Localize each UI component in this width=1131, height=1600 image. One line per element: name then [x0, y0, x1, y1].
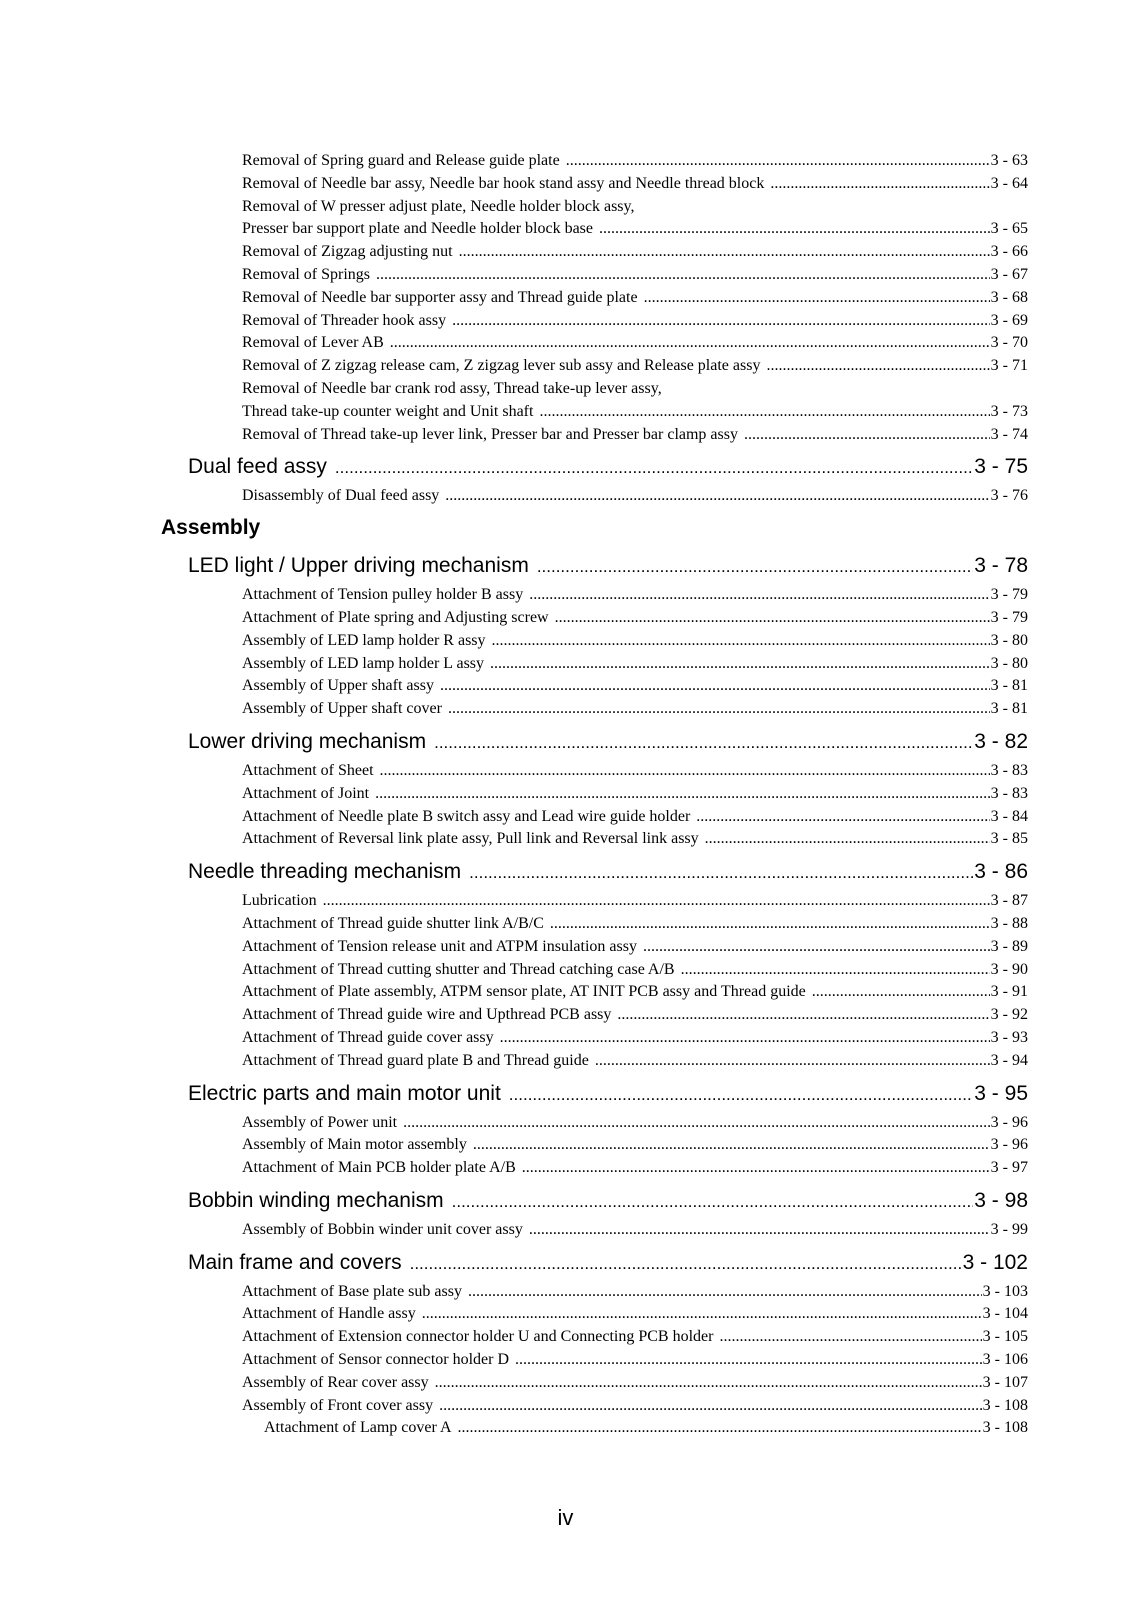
toc-entry-page: 3 - 85: [990, 830, 1028, 848]
dot-leader: [705, 828, 990, 851]
toc-entry-page: 3 - 92: [990, 1006, 1028, 1024]
toc-entry-page: 3 - 78: [974, 554, 1028, 578]
dot-leader: [422, 1303, 982, 1326]
dot-leader: [434, 725, 973, 761]
toc-entry[interactable]: [242, 332, 1028, 355]
toc-entry-title: Assembly: [161, 516, 261, 540]
toc-entry-page: 3 - 83: [990, 761, 1028, 779]
toc-entry[interactable]: [242, 485, 1028, 508]
toc-entry-page: 3 - 99: [990, 1220, 1028, 1238]
toc-entry-title: Attachment of Thread guide shutter link A/B/C: [242, 914, 544, 932]
toc-entry[interactable]: [242, 890, 1028, 913]
toc-entry[interactable]: [242, 310, 1028, 333]
toc-entry-title: Attachment of Tension release unit and ATPM insulation assy: [242, 937, 637, 955]
toc-entry-title: Attachment of Joint: [242, 784, 370, 802]
toc-entry-title: Attachment of Plate spring and Adjusting screw: [242, 608, 549, 626]
toc-entry-title: Thread take-up counter weight and Unit shaft: [242, 402, 534, 420]
toc-entry-title: Assembly of LED lamp holder R assy: [242, 631, 486, 649]
dot-leader: [323, 890, 990, 913]
toc-entry[interactable]: [242, 1349, 1028, 1372]
dot-leader: [550, 913, 990, 936]
toc-entry-title: Bobbin winding mechanism: [188, 1188, 444, 1212]
toc-section-entry[interactable]: [188, 449, 1028, 485]
toc-entry[interactable]: [242, 424, 1028, 447]
toc-entry-page: 3 - 69: [990, 311, 1028, 329]
toc-entry[interactable]: [242, 1219, 1028, 1242]
dot-leader: [681, 959, 990, 982]
dot-leader: [617, 1004, 989, 1027]
toc-section-entry[interactable]: [188, 1245, 1028, 1281]
toc-entry[interactable]: [242, 1281, 1028, 1304]
toc-entry-title: Attachment of Main PCB holder plate A/B: [242, 1159, 516, 1177]
dot-leader: [599, 218, 990, 241]
toc-entry-page: 3 - 90: [990, 960, 1028, 978]
toc-entry-page: 3 - 80: [990, 631, 1028, 649]
dot-leader: [555, 607, 990, 630]
toc-entry-title: Removal of Needle bar crank rod assy, Thread take-up lever assy,: [242, 379, 662, 397]
toc-entry[interactable]: [242, 760, 1028, 783]
dot-leader: [509, 1077, 974, 1113]
toc-entry-title: Disassembly of Dual feed assy: [242, 487, 440, 505]
toc-entry[interactable]: [242, 1157, 1028, 1180]
toc-entry[interactable]: [242, 630, 1028, 653]
toc-entry[interactable]: [242, 1395, 1028, 1418]
toc-entry-title: Assembly of Rear cover assy: [242, 1373, 429, 1391]
toc-entry[interactable]: [242, 1326, 1028, 1349]
toc-entry-title: Attachment of Needle plate B switch assy and Lead wire guide holder: [242, 807, 691, 825]
toc-entry-title: Attachment of Plate assembly, ATPM sensor plate, AT INIT PCB assy and Thread guide: [242, 983, 806, 1001]
toc-entry-title: Assembly of Front cover assy: [242, 1396, 434, 1414]
toc-entry[interactable]: [242, 959, 1028, 982]
toc-entry-page: 3 - 76: [990, 487, 1028, 505]
toc-entry-title: Removal of Spring guard and Release guide plate: [242, 152, 560, 169]
toc-entry-page: 3 - 108: [982, 1396, 1028, 1414]
dot-leader: [376, 264, 990, 287]
toc-entry-title: Removal of Needle bar supporter assy and Thread guide plate: [242, 288, 638, 306]
toc-entry-title: Attachment of Thread guide wire and Upthread PCB assy: [242, 1006, 612, 1024]
toc-entry-page: 3 - 98: [974, 1188, 1028, 1212]
toc-entry[interactable]: [242, 981, 1028, 1004]
toc-entry-title: Needle threading mechanism: [188, 860, 462, 884]
dot-leader: [435, 1372, 982, 1395]
toc-entry-title: Assembly of Main motor assembly: [242, 1136, 467, 1154]
dot-leader: [515, 1349, 982, 1372]
toc-entry[interactable]: [242, 287, 1028, 310]
toc-entry-page: 3 - 68: [990, 288, 1028, 306]
toc-entry-title: Attachment of Sheet: [242, 761, 374, 779]
toc-entry-page: 3 - 102: [962, 1250, 1028, 1274]
dot-leader: [539, 401, 989, 424]
toc-entry-page: 3 - 108: [982, 1419, 1028, 1437]
toc-entry-page: 3 - 106: [982, 1351, 1028, 1369]
toc-entry-title: Attachment of Reversal link plate assy, Pull link and Reversal link assy: [242, 830, 699, 848]
dot-leader: [380, 760, 990, 783]
toc-entry-page: 3 - 88: [990, 914, 1028, 932]
dot-leader: [468, 1281, 982, 1304]
toc-entry-title: Assembly of Bobbin winder unit cover assy: [242, 1220, 523, 1238]
dot-leader: [473, 1134, 990, 1157]
toc-entry-page: 3 - 87: [990, 892, 1028, 910]
toc-entry-title: LED light / Upper driving mechanism: [188, 554, 529, 578]
toc-entry-page: 3 - 75: [974, 455, 1028, 479]
toc-entry-title: Removal of Threader hook assy: [242, 311, 447, 329]
dot-leader: [529, 584, 989, 607]
toc-entry-title: Attachment of Sensor connector holder D: [242, 1351, 510, 1369]
dot-leader: [766, 355, 989, 378]
toc-entry-title: Lubrication: [242, 892, 317, 910]
dot-leader: [439, 1395, 982, 1418]
toc-entry: [242, 196, 1131, 219]
toc-entry-title: Attachment of Handle assy: [242, 1305, 416, 1323]
dot-leader: [770, 173, 989, 196]
toc-entry-title: Attachment of Base plate sub assy: [242, 1282, 462, 1300]
toc-entry-title: Removal of Z zigzag release cam, Z zigzag lever sub assy and Release plate assy: [242, 357, 761, 375]
toc-entry-page: 3 - 89: [990, 937, 1028, 955]
toc-entry[interactable]: [242, 401, 1028, 424]
toc-entry-page: 3 - 63: [990, 152, 1028, 169]
toc-entry-title: Lower driving mechanism: [188, 729, 427, 753]
toc-entry-title: Attachment of Lamp cover A: [264, 1419, 452, 1437]
toc-entry-page: 3 - 86: [974, 860, 1028, 884]
dot-leader: [644, 287, 990, 310]
toc-entry[interactable]: [242, 675, 1028, 698]
toc-entry-page: 3 - 70: [990, 334, 1028, 352]
dot-leader: [458, 1417, 982, 1440]
toc-entry-page: 3 - 83: [990, 784, 1028, 802]
toc-entry-page: 3 - 71: [990, 357, 1028, 375]
toc-entry-title: Assembly of Upper shaft assy: [242, 677, 434, 695]
toc-entry-page: 3 - 107: [982, 1373, 1028, 1391]
toc-entry-title: Removal of Thread take-up lever link, Presser bar and Presser bar clamp assy: [242, 425, 738, 443]
dot-leader: [440, 675, 990, 698]
toc-entry[interactable]: [242, 783, 1028, 806]
toc-entry: [242, 378, 1131, 401]
toc-entry[interactable]: [242, 584, 1028, 607]
toc-entry[interactable]: [242, 913, 1028, 936]
dot-leader: [744, 424, 990, 447]
toc-entry-page: 3 - 105: [982, 1328, 1028, 1346]
toc-entry-title: Removal of Lever AB: [242, 334, 384, 352]
toc-entry[interactable]: [242, 1303, 1028, 1326]
toc-entry[interactable]: [242, 1004, 1028, 1027]
dot-leader: [390, 332, 990, 355]
toc-entry[interactable]: [242, 1134, 1028, 1157]
dot-leader: [529, 1219, 990, 1242]
toc-entry-page: 3 - 81: [990, 700, 1028, 718]
dot-leader: [812, 981, 990, 1004]
toc-entry-title: Removal of Springs: [242, 265, 370, 283]
toc-section-entry[interactable]: [188, 854, 1028, 890]
dot-leader: [492, 630, 990, 653]
toc-entry-page: 3 - 65: [990, 220, 1028, 238]
toc-entry-title: Presser bar support plate and Needle holder block base: [242, 220, 593, 238]
dot-leader: [403, 1112, 990, 1135]
toc-entry[interactable]: [242, 828, 1028, 851]
toc-entry-page: 3 - 79: [990, 608, 1028, 626]
dot-leader: [448, 698, 990, 721]
toc-entry[interactable]: [242, 1027, 1028, 1050]
toc-entry-page: 3 - 91: [990, 983, 1028, 1001]
toc-entry-page: 3 - 96: [990, 1136, 1028, 1154]
toc-section-entry[interactable]: [188, 1183, 1028, 1219]
dot-leader: [500, 1027, 990, 1050]
toc-entry-page: 3 - 80: [990, 654, 1028, 672]
toc-section-entry[interactable]: [188, 1076, 1028, 1112]
toc-entry-page: 3 - 96: [990, 1113, 1028, 1131]
toc-entry-page: 3 - 74: [990, 425, 1028, 443]
toc-entry-page: 3 - 66: [990, 243, 1028, 261]
toc-entry[interactable]: [242, 1372, 1028, 1395]
toc-entry-page: 3 - 95: [974, 1081, 1028, 1105]
table-of-contents: [0, 150, 1131, 1440]
toc-entry[interactable]: [242, 241, 1028, 264]
toc-entry-page: 3 - 103: [982, 1282, 1028, 1300]
toc-entry-title: Attachment of Thread guard plate B and Thread guide: [242, 1051, 589, 1069]
dot-leader: [335, 450, 973, 486]
toc-entry[interactable]: [242, 173, 1028, 196]
toc-entry-title: Dual feed assy: [188, 455, 327, 479]
toc-entry[interactable]: [242, 1112, 1028, 1135]
dot-leader: [643, 936, 990, 959]
toc-entry[interactable]: [264, 1417, 1028, 1440]
toc-entry[interactable]: [242, 806, 1028, 829]
toc-entry-title: Attachment of Tension pulley holder B assy: [242, 586, 524, 604]
dot-leader: [445, 485, 989, 508]
toc-entry-page: 3 - 81: [990, 677, 1028, 695]
toc-entry-title: Removal of W presser adjust plate, Needle holder block assy,: [242, 197, 635, 215]
toc-entry-title: Attachment of Extension connector holder U and Connecting PCB holder: [242, 1328, 714, 1346]
toc-entry-page: 3 - 93: [990, 1028, 1028, 1046]
toc-entry[interactable]: [242, 653, 1028, 676]
dot-leader: [410, 1246, 962, 1282]
toc-entry[interactable]: [242, 150, 1028, 173]
toc-entry-title: Attachment of Thread guide cover assy: [242, 1028, 494, 1046]
dot-leader: [522, 1157, 990, 1180]
toc-entry-title: Removal of Needle bar assy, Needle bar hook stand assy and Needle thread block: [242, 174, 765, 192]
toc-section-entry[interactable]: [188, 548, 1028, 584]
toc-entry-page: 3 - 82: [974, 729, 1028, 753]
toc-entry-page: 3 - 73: [990, 402, 1028, 420]
dot-leader: [452, 310, 990, 333]
toc-entry-page: 3 - 84: [990, 807, 1028, 825]
toc-entry[interactable]: [242, 607, 1028, 630]
dot-leader: [375, 783, 990, 806]
dot-leader: [452, 1184, 974, 1220]
toc-section-entry[interactable]: [188, 724, 1028, 760]
dot-leader: [719, 1326, 981, 1349]
toc-entry[interactable]: [242, 218, 1028, 241]
dot-leader: [459, 241, 990, 264]
toc-entry[interactable]: [242, 355, 1028, 378]
toc-entry-title: Electric parts and main motor unit: [188, 1081, 501, 1105]
toc-entry-title: Assembly of LED lamp holder L assy: [242, 654, 485, 672]
toc-entry-title: Removal of Zigzag adjusting nut: [242, 243, 453, 261]
toc-entry[interactable]: [242, 698, 1028, 721]
toc-entry-page: 3 - 104: [982, 1305, 1028, 1323]
page-number: iv: [557, 1505, 574, 1530]
dot-leader: [696, 806, 989, 829]
dot-leader: [595, 1050, 990, 1073]
dot-leader: [566, 150, 990, 173]
toc-entry[interactable]: [242, 1050, 1028, 1073]
toc-entry-title: Attachment of Thread cutting shutter and Thread catching case A/B: [242, 960, 675, 978]
toc-entry-title: Assembly of Upper shaft cover: [242, 700, 442, 718]
toc-entry[interactable]: [242, 936, 1028, 959]
toc-entry-title: Assembly of Power unit: [242, 1113, 398, 1131]
toc-entry-page: 3 - 64: [990, 174, 1028, 192]
toc-entry[interactable]: [242, 264, 1028, 287]
toc-entry-page: 3 - 67: [990, 265, 1028, 283]
dot-leader: [537, 549, 973, 585]
toc-entry-title: Main frame and covers: [188, 1250, 402, 1274]
toc-entry-page: 3 - 97: [990, 1159, 1028, 1177]
toc-entry-page: 3 - 79: [990, 586, 1028, 604]
toc-entry-page: 3 - 94: [990, 1051, 1028, 1069]
dot-leader: [469, 855, 973, 891]
toc-part-heading: [161, 511, 1131, 545]
dot-leader: [490, 653, 990, 676]
